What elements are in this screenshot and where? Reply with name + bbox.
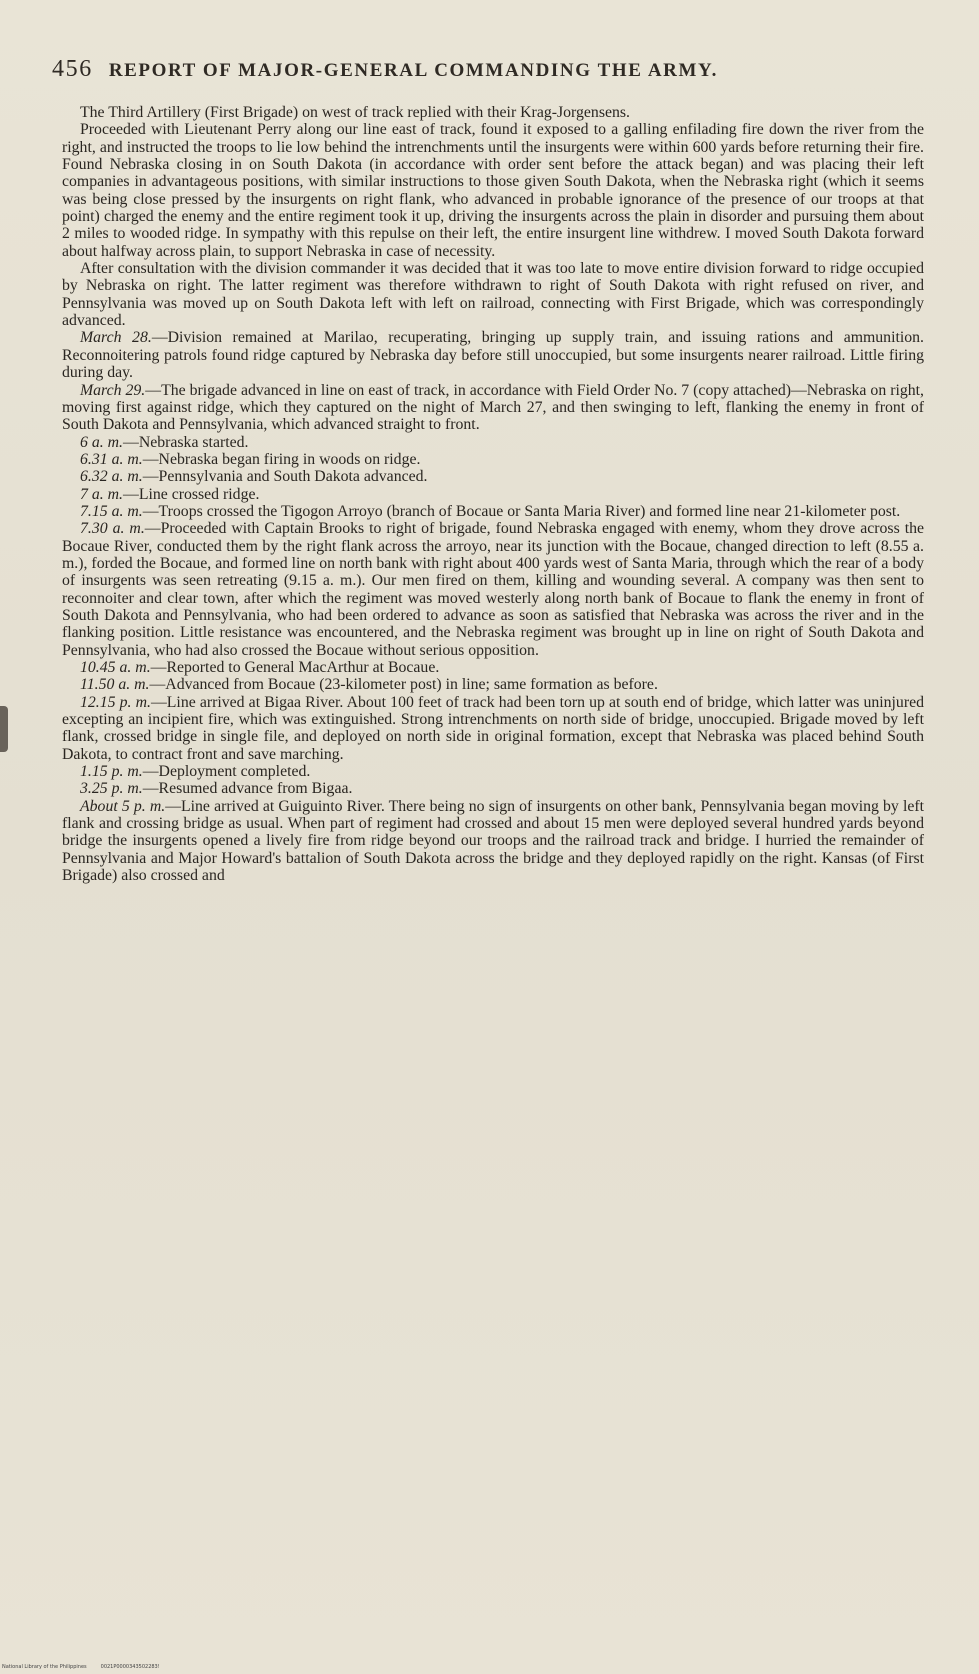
paragraph-text: —Proceeded with Captain Brooks to right of brigade, found Nebraska engaged with enemy, whom they drove across the Bocaue River, conducted them by the right flank across the arroyo, near its junction with the Bocaue, changed direction to left (8.55 a. m.), forded the Bocaue, and formed line on north bank with right about 400 yards west of Santa Maria, through which the rear of a body of insurgents was seen retreating (9.15 a. m.). Our men fired on them, killing and wounding several. A company was then sent to reconnoiter and clear town, after which the regiment was moved westerly along north bank of Bocaue to flank the enemy in front of South Dakota and Pennsylvania, who had been ordered to advance as soon as satisfied that Nebraska was across the river and in the flanking position. Little resistance was encountered, and the Nebraska regiment was brought up in line on right of South Dakota and Pennsylvania, who had also crossed the Bocaue without serious opposition. (62, 520, 924, 659)
timestamp: 11.50 a. m. (80, 676, 150, 694)
paragraph (62, 780, 924, 797)
paragraph (62, 503, 924, 520)
timestamp: 7.15 a. m. (80, 502, 143, 520)
timestamp: 12.15 p. m. (80, 693, 151, 711)
paragraph (62, 260, 924, 329)
paragraph-text: After consultation with the division commander it was decided that it was too late to move entire division forward to ridge occupied by Nebraska on right. The latter regiment was therefore withdrawn to right of South Dakota with right refused on river, and Pennsylvania was moved up on South Dakota left with left on railroad, connecting with First Brigade, which was correspondingly advanced. (62, 260, 924, 330)
timestamp: 6.32 a. m. (80, 468, 143, 486)
scan-edge-mark (0, 706, 8, 752)
timestamp: 1.15 p. m. (80, 763, 143, 781)
paragraph-text: —Deployment completed. (142, 763, 311, 781)
paragraph (62, 659, 924, 676)
paragraph-text: —Line arrived at Bigaa River. About 100 feet of track had been torn up at south end of bridge, which latter was uninjured excepting an incipient fire, which was extinguished. Strong intrenchments on north side of bridge, unoccupied. Brigade moved by left flank, crossed bridge in single file, and deployed on north side in original formation, except that Nebraska was placed behind South Dakota, to contract front and save marching. (62, 693, 924, 763)
scan-footer (2, 1664, 174, 1670)
paragraph-text: —Line arrived at Guiguinto River. There being no sign of insurgents on other bank, Pennsylvania began moving by left flank and crossing bridge as usual. When part of regiment had crossed and about 15 men were deployed several hundred yards beyond bridge the insurgents opened a lively fire from ridge beyond our troops and the railroad track and bridge. I hurried the remainder of Pennsylvania and Major Howard's battalion of South Dakota across the bridge and they deployed rapidly on the right. Kansas (of First Brigade) also crossed and (62, 797, 924, 885)
paragraph (62, 434, 924, 451)
paragraph-text: —The brigade advanced in line on east of track, in accordance with Field Order No. 7 (copy attached)—Nebraska on right, moving first against ridge, which they captured on the night of March 27, and then swinging to left, flanking the enemy in front of South Dakota and Pennsylvania, which advanced straight to front. (62, 381, 924, 434)
paragraph-text: —Line crossed ridge. (123, 485, 260, 503)
timestamp: 10.45 a. m. (80, 659, 151, 676)
page-number: 456 (52, 56, 93, 82)
body-text (62, 104, 924, 884)
paragraph-text: —Nebraska started. (123, 433, 249, 451)
paragraph-text: —Pennsylvania and South Dakota advanced. (142, 468, 428, 486)
timestamp: 6.31 a. m. (80, 450, 143, 468)
timestamp: 7.30 a. m. (80, 520, 145, 538)
paragraph (62, 121, 924, 260)
paragraph (62, 798, 924, 885)
running-header (52, 56, 932, 83)
paragraph (62, 520, 924, 659)
paragraph-text: —Advanced from Bocaue (23-kilometer post) in line; same formation as before. (149, 676, 658, 694)
paragraph-text: —Nebraska began firing in woods on ridge. (142, 450, 421, 468)
paragraph (62, 763, 924, 780)
footer-library: National Library of the Philippines (2, 1664, 87, 1670)
paragraph-text: —Division remained at Marilao, recuperating, bringing up supply train, and issuing rations and ammunition. Reconnoitering patrols found ridge captured by Nebraska day before still unoccupied, but some insurgents nearer railroad. Little firing during day. (62, 329, 924, 382)
timestamp: March 29. (80, 381, 146, 399)
timestamp: 6 a. m. (80, 433, 124, 451)
timestamp: About 5 p. m. (80, 797, 166, 815)
paragraph (62, 468, 924, 485)
paragraph (62, 486, 924, 503)
paragraph-text: —Resumed advance from Bigaa. (142, 780, 353, 798)
paragraph (62, 382, 924, 434)
paragraph-text: —Reported to General MacArthur at Bocaue. (150, 659, 440, 676)
timestamp: 7 a. m. (80, 485, 124, 503)
paragraph-text: The Third Artillery (First Brigade) on west of track replied with their Krag-Jorgensens. (80, 104, 630, 121)
paragraph (62, 694, 924, 763)
paragraph (62, 104, 924, 121)
paragraph-text: Proceeded with Lieutenant Perry along our line east of track, found it exposed to a galling enfilading fire down the river from the right, and instructed the troops to lie low behind the intrenchments until the insurgents were within 600 yards before returning their fire. Found Nebraska closing in on South Dakota (in accordance with order sent before the attack began) and was placing their left companies in advantageous positions, with similar instructions to those given South Dakota, when the Nebraska right (which it seems was being close pressed by the insurgents on right flank, who advanced in probable ignorance of the presence of our troops at that point) charged the enemy and the entire regiment took it up, driving the insurgents across the plain in disorder and pursuing them about 2 miles to wooded ridge. In sympathy with this repulse on their left, the entire insurgent line withdrew. I moved South Dakota forward about halfway across plain, to support Nebraska in case of necessity. (62, 121, 924, 260)
timestamp: March 28. (80, 329, 152, 347)
footer-code: 0021P0000343502283! (100, 1664, 160, 1670)
paragraph (62, 676, 924, 693)
paragraph-text: —Troops crossed the Tigogon Arroyo (branch of Bocaue or Santa Maria River) and formed line near 21-kilometer post. (142, 502, 901, 520)
timestamp: 3.25 p. m. (80, 780, 143, 798)
paragraph (62, 329, 924, 381)
page-title: REPORT OF MAJOR-GENERAL COMMANDING THE ARMY. (108, 60, 718, 81)
paragraph (62, 451, 924, 468)
